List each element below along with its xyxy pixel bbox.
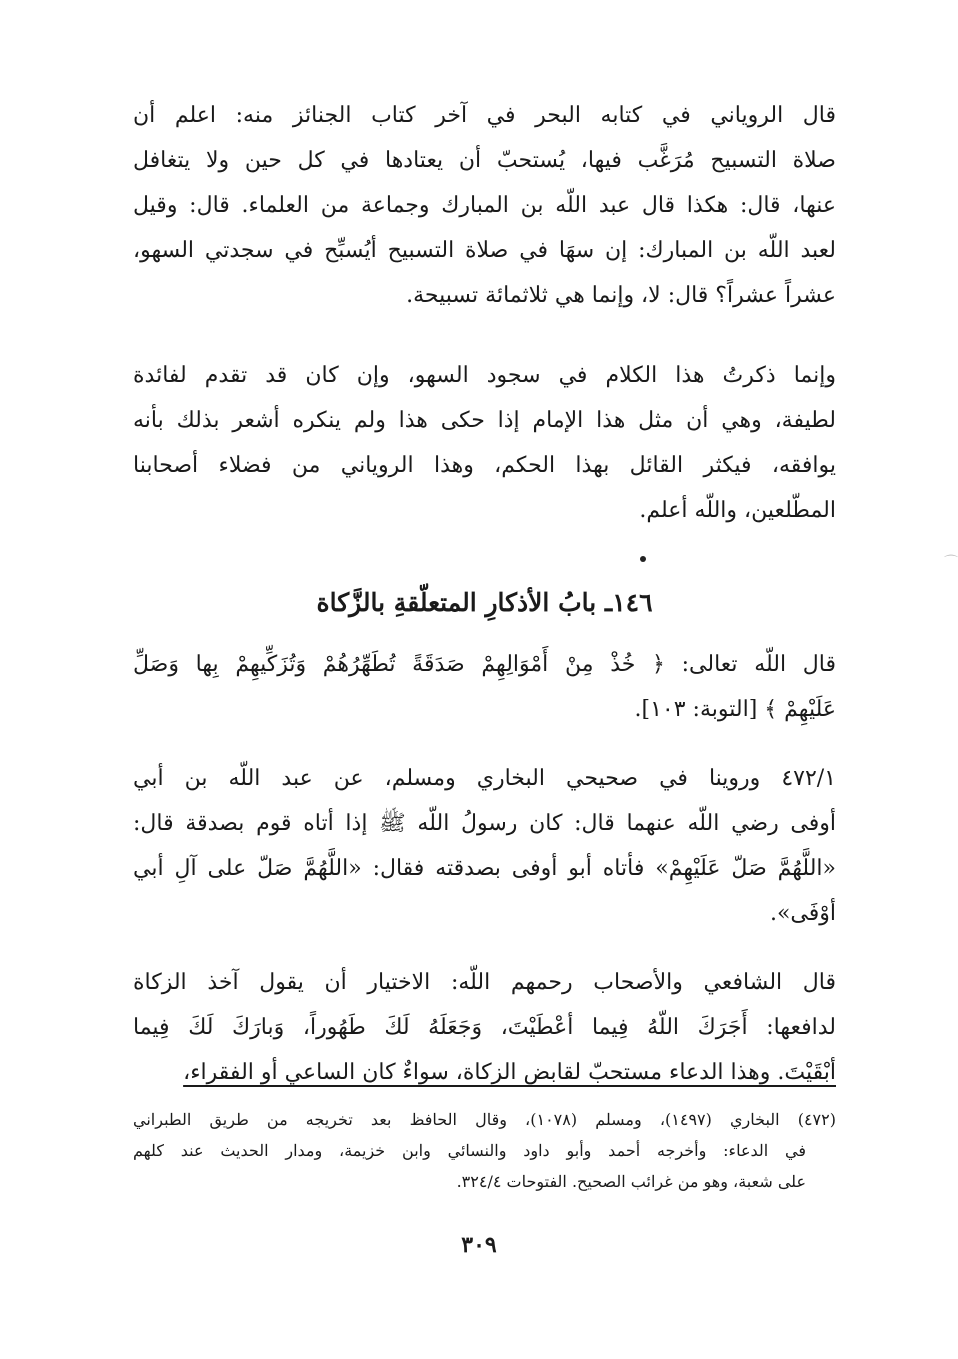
footnote-line: في الدعاء: وأخرجه أحمد وأبو داود والنسائي وابن خزيمة، ومدار الحديث عند كلهم xyxy=(133,1141,806,1160)
text-line: لدافعها: أَجَرَكَ اللّهُ فِيما أعْطَيْتَ، وَجَعَلَهُ لَكَ طَهُوراً، وَبارَكَ لَكَ فِيما xyxy=(133,1015,836,1040)
text-line: أوفى رضي اللّه عنهما قال: كان رسولُ اللّه ﷺ إذا أتاه قوم بصدقة قال: xyxy=(133,811,836,836)
paragraph-explanation xyxy=(133,353,836,533)
chapter-heading: ١٤٦ـ بابُ الأذكارِ المتعلّقةِ بالزَّكاة xyxy=(316,588,653,617)
paragraph-shafii xyxy=(133,960,836,1095)
text-line: وإنما ذكرتُ هذا الكلام في سجود السهو، وإن كان قد تقدم لفائدة xyxy=(133,363,836,388)
scan-artifact-mark: ⌒ xyxy=(944,555,958,571)
text-line: ٤٧٢/١ وروينا في صحيحي البخاري ومسلم، عن عبد اللّه بن أبي xyxy=(133,766,836,791)
text-line: يوافقه، فيكثر القائل بهذا الحكم، وهذا الروياني من فضلاء أصحابنا xyxy=(133,453,836,478)
text-line: لعبد اللّه بن المبارك: إن سهَا في صلاة التسبيح أيُسبِّح في سجدتي السهو، xyxy=(133,238,836,263)
text-line: أوْفَى». xyxy=(769,901,836,926)
paragraph-quran-verse xyxy=(133,642,836,732)
text-line: قال الروياني في كتابه البحر في آخر كتاب الجنائز منه: اعلم أن xyxy=(133,103,836,128)
text-line: عشراً عشراً؟ قال: لا، وإنما هي ثلاثمائة تسبيحة. xyxy=(406,283,836,308)
page-number: ٣٠٩ xyxy=(461,1232,497,1258)
footnote xyxy=(133,1104,836,1197)
text-line: صلاة التسبيح مُرَغَّب فيها، يُستحبّ أن يعتادها في كل حين ولا يتغافل xyxy=(133,148,836,173)
ornament-dot xyxy=(640,556,646,562)
text-line: قال اللّه تعالى: ﴿ خُذْ مِنْ أَمْوَالِهِمْ صَدَقَةً تُطَهِّرُهُمْ وَتُزَكِّيهِمْ بِها وَصَلِّ xyxy=(133,652,836,677)
footnote-line: على شعبة، وهو من غرائب الصحيح. الفتوحات ٣٢٤/٤. xyxy=(456,1172,806,1191)
text-line: أبْقَيْتَ. وهذا الدعاء مستحبّ لقابض الزكاة، سواءٌ كان الساعي أو الفقراء، xyxy=(183,1060,836,1085)
text-line: «اللَّهُمَّ صَلّ عَلَيْهِمْ» فأتاه أبو أوفى بصدقته فقال: «اللَّهُمَّ صَلّ على آلِ أبي xyxy=(133,856,836,881)
text-line: عنها، قال: هكذا قال عبد اللّه بن المبارك وجماعة من العلماء. قال: وقيل xyxy=(133,193,836,218)
text-line: عَلَيْهِمْ ﴾ [التوبة: ١٠٣]. xyxy=(634,697,836,722)
paragraph-ruyani xyxy=(133,93,836,318)
paragraph-hadith xyxy=(133,756,836,936)
text-line: المطّلعين، واللّه أعلم. xyxy=(639,498,836,523)
footnote-line: (٤٧٢) البخاري (١٤٩٧)، ومسلم (١٠٧٨)، وقال الحافظ بعد تخريجه من طريق الطبراني xyxy=(133,1110,836,1129)
text-line: قال الشافعي والأصحاب رحمهم اللّه: الاختيار أن يقول آخذ الزكاة xyxy=(133,970,836,995)
text-line: لطيفة، وهي أن مثل هذا الإمام إذا حكى هذا ولم ينكره أشعر بذلك بأنه xyxy=(133,408,836,433)
